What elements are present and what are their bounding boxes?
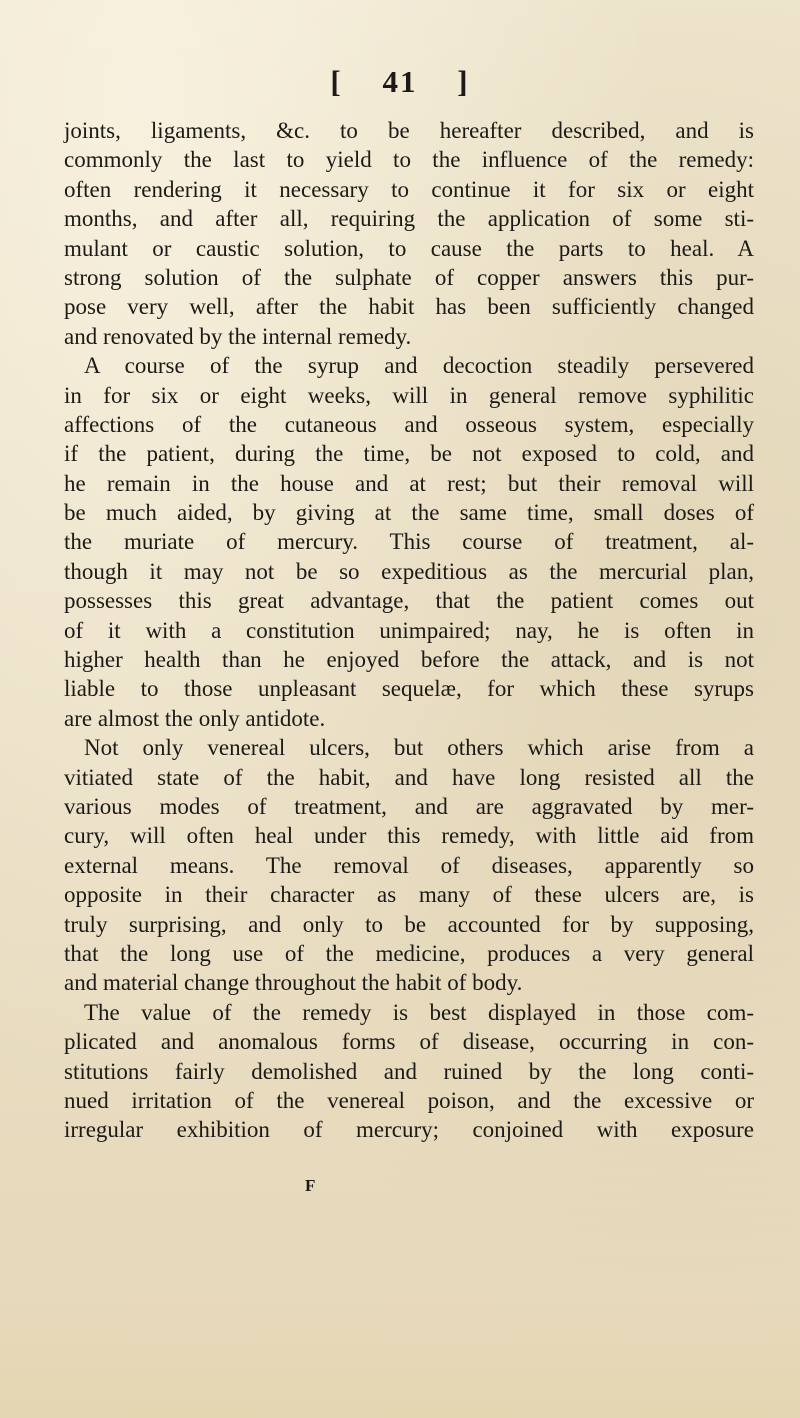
text-line: that the long use of the medicine, produces a very general bbox=[64, 940, 754, 966]
text-line: in for six or eight weeks, will in general remove syphilitic bbox=[64, 382, 754, 408]
paper-stain bbox=[0, 1298, 800, 1418]
text-line: plicated and anomalous forms of disease, occurring in con- bbox=[64, 1029, 754, 1055]
text-line: joints, ligaments, &c. to be hereafter described, and is bbox=[64, 118, 754, 143]
header-left-bracket: [ bbox=[330, 64, 343, 99]
paragraph-start-line: Not only venereal ulcers, but others which arise from a bbox=[84, 735, 754, 761]
signature-mark: F bbox=[305, 1176, 316, 1195]
text-line: pose very well, after the habit has been sufficiently changed bbox=[64, 294, 754, 320]
text-line: often rendering it necessary to continue it for six or eight bbox=[64, 176, 754, 202]
text-line: of it with a constitution unimpaired; nay, he is often in bbox=[64, 617, 754, 643]
text-line: though it may not be so expeditious as the mercurial plan, bbox=[64, 558, 754, 584]
text-line: truly surprising, and only to be accounted for by supposing, bbox=[64, 911, 754, 937]
text-line: various modes of treatment, and are aggravated by mer- bbox=[64, 793, 754, 819]
text-line: nued irritation of the venereal poison, and the excessive or bbox=[64, 1087, 754, 1113]
text-line: strong solution of the sulphate of copper answers this pur- bbox=[64, 264, 754, 290]
text-line: vitiated state of the habit, and have long resisted all the bbox=[64, 764, 754, 790]
text-line: be much aided, by giving at the same time, small doses of bbox=[64, 500, 754, 526]
text-line: he remain in the house and at rest; but their removal will bbox=[64, 470, 754, 496]
text-line: commonly the last to yield to the influence of the remedy: bbox=[64, 147, 754, 173]
text-line: mulant or caustic solution, to cause the parts to heal. A bbox=[64, 235, 754, 261]
paragraph-start-line: The value of the remedy is best displayed in those com- bbox=[84, 999, 754, 1025]
text-line: affections of the cutaneous and osseous system, especially bbox=[64, 411, 754, 437]
page-header bbox=[0, 62, 800, 102]
text-line: the muriate of mercury. This course of treatment, al- bbox=[64, 529, 754, 555]
text-line: possesses this great advantage, that the patient comes out bbox=[64, 588, 754, 614]
paragraph-end-line: and material change throughout the habit of body. bbox=[64, 970, 523, 996]
paragraph-end-line: and renovated by the internal remedy. bbox=[64, 323, 412, 349]
text-line: irregular exhibition of mercury; conjoined with exposure bbox=[64, 1117, 754, 1143]
header-right-bracket: ] bbox=[457, 64, 470, 99]
text-line: months, and after all, requiring the application of some sti- bbox=[64, 206, 754, 232]
paragraph-end-line: are almost the only antidote. bbox=[64, 705, 326, 731]
page-number: 41 bbox=[382, 64, 418, 99]
text-line: opposite in their character as many of these ulcers are, is bbox=[64, 882, 754, 908]
body-text bbox=[64, 116, 754, 1145]
text-line: cury, will often heal under this remedy, with little aid from bbox=[64, 823, 754, 849]
text-line: external means. The removal of diseases, apparently so bbox=[64, 852, 754, 878]
text-line: if the patient, during the time, be not exposed to cold, and bbox=[64, 441, 754, 467]
paragraph-start-line: A course of the syrup and decoction steadily persevered bbox=[84, 353, 754, 379]
text-line: liable to those unpleasant sequelæ, for which these syrups bbox=[64, 676, 754, 702]
text-line: stitutions fairly demolished and ruined by the long conti- bbox=[64, 1058, 754, 1084]
text-line: higher health than he enjoyed before the attack, and is not bbox=[64, 647, 754, 673]
